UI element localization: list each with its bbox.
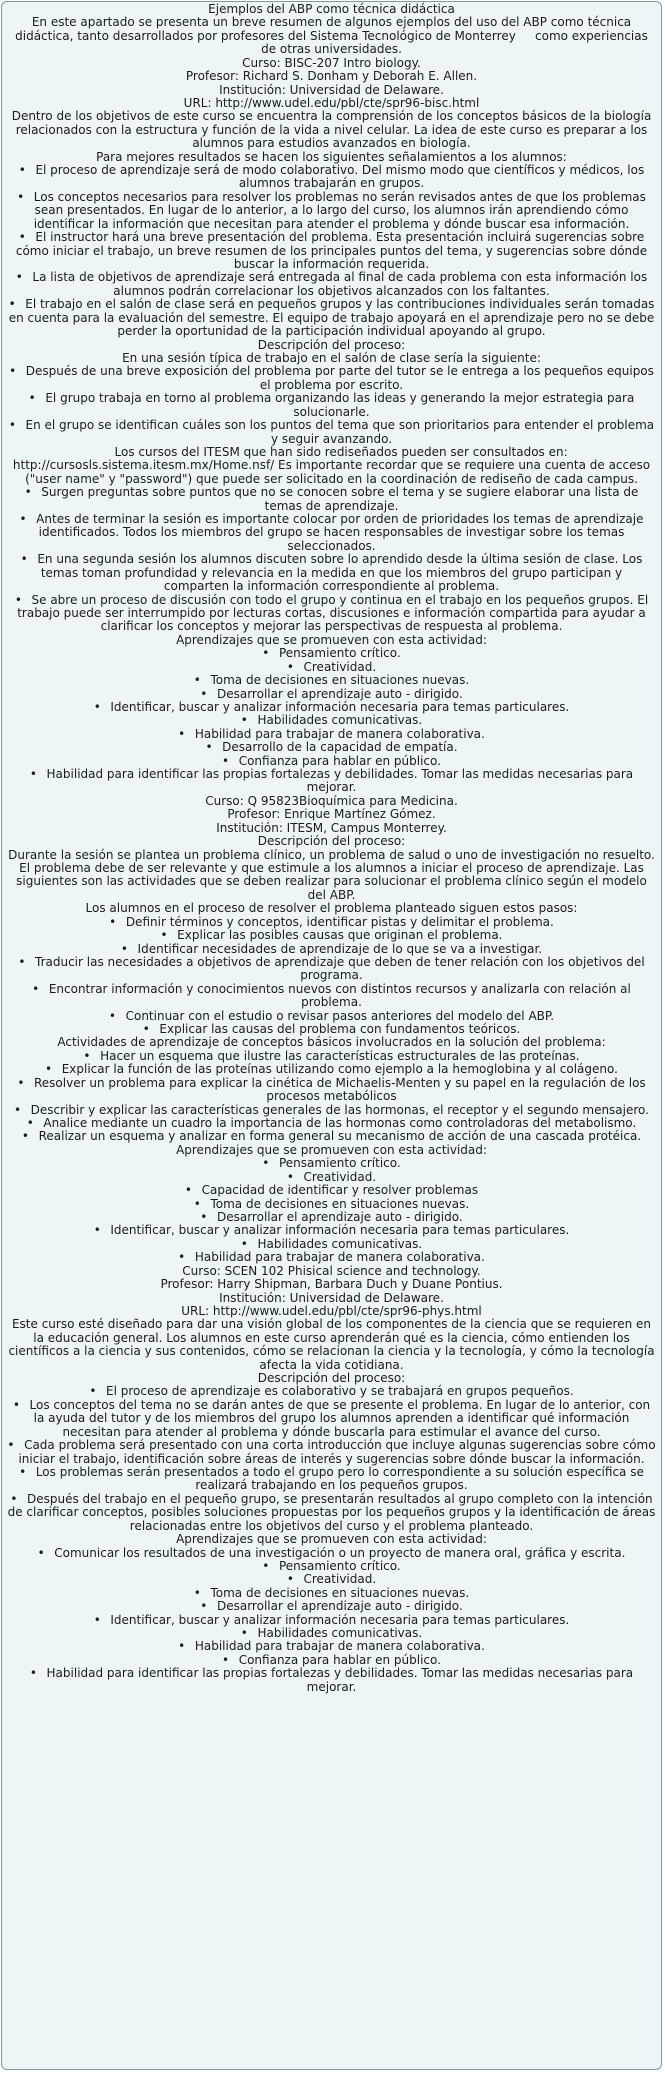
paragraph-23: Aprendizajes que se promueven con esta actividad: [176, 632, 487, 647]
paragraph-49: •Explicar la función de las proteínas utilizando como ejemplo a la hemoglobina y al colágeno. [45, 1062, 618, 1077]
paragraph-14: En una sesión típica de trabajo en el salón de clase sería la siguiente: [122, 350, 541, 365]
paragraph-46: •Explicar las causas del problema con fundamentos teóricos. [142, 1022, 521, 1037]
paragraph-3: Profesor: Richard S. Donham y Deborah E. Allen. [185, 69, 478, 84]
paragraph-40: •Definir términos y conceptos, identificar pistas y delimitar el problema. [109, 914, 554, 929]
paragraph-11: •La lista de objetivos de aprendizaje será entregada al final de cada problema con esta información los alumnos podrán correlacionar los objetivos alcanzados con los faltantes. [15, 270, 648, 298]
paragraph-77: •Creatividad. [286, 1572, 377, 1587]
paragraph-57: •Capacidad de identificar y resolver problemas [184, 1183, 479, 1198]
paragraph-73: •Después del trabajo en el pequeño grupo, se presentarán resultados al grupo completo con la intención de clarificar conceptos, posibles soluciones propuestas por los pequeños grupos y la identificación de áreas relacionadas entre los objetivos del curso y el problema planteado. [7, 1491, 656, 1533]
paragraph-59: •Desarrollar el aprendizaje auto - dirigido. [200, 1209, 463, 1224]
paragraph-84: •Habilidad para identificar las propias fortalezas y debilidades. Tomar las medidas necesarias para mejorar. [29, 1666, 634, 1694]
paragraph-13: Descripción del proceso: [257, 337, 406, 352]
paragraph-78: •Toma de decisiones en situaciones nuevas. [193, 1585, 470, 1600]
paragraph-45: •Continuar con el estudio o revisar pasos anteriores del modelo del ABP. [108, 1008, 555, 1023]
paragraph-44: •Encontrar información y conocimientos nuevos con distintos recursos y analizarla con relación al problema. [32, 981, 631, 1010]
paragraph-81: •Habilidades comunicativas. [240, 1626, 423, 1641]
paragraph-69: •El proceso de aprendizaje es colaborativo y se trabajará en grupos pequeños. [89, 1384, 574, 1399]
paragraph-61: •Habilidades comunicativas. [240, 1236, 423, 1251]
paragraph-18: Los cursos del ITESM que han sido rediseñados pueden ser consultados en: http://cursosls.sistema.itesm.mx/Home.nsf/ Es importante recordar que se requiere una cuenta de acceso ("user name" y "password") que puede ser solicitado en la coordinación de rediseño de cada campus. [12, 444, 651, 486]
paragraph-35: Profesor: Enrique Martínez Gómez. [227, 807, 436, 822]
paragraph-42: •Identificar necesidades de aprendizaje de lo que se va a investigar. [120, 941, 543, 956]
paragraph-50: •Resolver un problema para explicar la cinética de Michaelis-Menten y su papel en la regulación de los procesos metabólicos [17, 1075, 646, 1104]
paragraph-83: •Confianza para hablar en público. [222, 1652, 441, 1667]
paragraph-76: •Pensamiento crítico. [262, 1558, 401, 1573]
paragraph-70: •Los conceptos del tema no se darán antes de que se presente el problema. En lugar de lo anterior, con la ayuda del tutor y de los miembros del grupo los alumnos aprenden a identificar qué información necesitan para atender al problema y dónde buscarla para estimular el avance del curso. [12, 1397, 651, 1439]
paragraph-9: •Los conceptos necesarios para resolver los problemas no serán revisados antes de que los problemas sean presentados. En lugar de lo anterior, a lo largo del curso, los alumnos irán aprendiendo cómo identificar la información que necesitan para atender el problema y dónde buscar esa información. [17, 189, 646, 231]
paragraph-4: Institución: Universidad de Delaware. [219, 82, 444, 97]
paragraph-75: •Comunicar los resultados de una investigación o un proyecto de manera oral, gráfica y escrita. [37, 1545, 626, 1560]
paragraph-80: •Identificar, buscar y analizar información necesaria para temas particulares. [93, 1612, 570, 1627]
paragraph-10: •El instructor hará una breve presentación del problema. Esta presentación incluirá sugerencias sobre cómo iniciar el trabajo, un breve resumen de los principales puntos del tema, y sugerencias sobre dónde buscar la información requerida. [15, 230, 648, 272]
paragraph-66: URL: http://www.udel.edu/pbl/cte/spr96-phys.html [181, 1303, 482, 1318]
paragraph-2: Curso: BISC-207 Intro biology. [242, 55, 421, 70]
paragraph-55: •Pensamiento crítico. [262, 1156, 401, 1171]
paragraph-47: Actividades de aprendizaje de conceptos básicos involucrados en la solución del problema: [57, 1035, 606, 1050]
paragraph-5: URL: http://www.udel.edu/pbl/cte/spr96-bisc.html [183, 95, 480, 110]
paragraph-16: •El grupo trabaja en torno al problema organizando las ideas y generando la mejor estrategia para solucionarle. [28, 391, 635, 419]
paragraph-28: •Identificar, buscar y analizar información necesaria para temas particulares. [93, 699, 570, 714]
paragraph-74: Aprendizajes que se promueven con esta actividad: [176, 1532, 487, 1547]
paragraph-43: •Traducir las necesidades a objetivos de aprendizaje que deben de tener relación con los objetivos del programa. [18, 954, 645, 983]
paragraph-12: •El trabajo en el salón de clase será en pequeños grupos y las contribuciones individuales serán tomadas en cuenta para la evaluación del semestre. El equipo de trabajo apoyará en el aprendizaje pero no se debe perder la oportunidad de la participación individual apoyando al grupo. [8, 297, 655, 339]
document-panel [1, 1, 662, 2070]
paragraph-20: •Antes de terminar la sesión es importante colocar por orden de prioridades los temas de aprendizaje identificados. Todos los miembros del grupo se hacen responsables de investigar sobre los temas seleccionados. [19, 512, 644, 553]
paragraph-48: •Hacer un esquema que ilustre las características estructurales de las proteínas. [83, 1048, 580, 1063]
paragraph-54: Aprendizajes que se promueven con esta actividad: [176, 1142, 487, 1157]
paragraph-7: Para mejores resultados se hacen los siguientes señalamientos a los alumnos: [96, 149, 567, 164]
paragraph-51: •Describir y explicar las características generales de las hormonas, el receptor y el segundo mensajero. [14, 1102, 649, 1117]
paragraph-36: Institución: ITESM, Campus Monterrey. [216, 820, 447, 835]
document-body [2, 2, 661, 1694]
paragraph-0: Ejemplos del ABP como técnica didáctica [208, 2, 455, 16]
paragraph-39: Los alumnos en el proceso de resolver el problema planteado siguen estos pasos: [85, 901, 578, 916]
paragraph-24: •Pensamiento crítico. [262, 646, 401, 661]
paragraph-38: Durante la sesión se plantea un problema clínico, un problema de salud o uno de investigación no resuelto. El problema debe de ser relevante y que estimule a los alumnos a iniciar el proceso de aprendizaje. Las siguientes son las actividades que se deben realizar para solucionar el problema clínico según el modelo del ABP. [8, 847, 655, 902]
paragraph-1: En este apartado se presenta un breve resumen de algunos ejemplos del uso del ABP como técnica didáctica, tanto desarrollados por profesores del Sistema Tecnológico de Monterreycomo experiencias de otras universidades. [15, 15, 648, 57]
paragraph-8: •El proceso de aprendizaje será de modo colaborativo. Del mismo modo que científicos y médicos, los alumnos trabajarán en grupos. [18, 163, 645, 191]
paragraph-37: Descripción del proceso: [257, 834, 406, 849]
paragraph-17: •En el grupo se identifican cuáles son los puntos del tema que son prioritarios para entender el problema y seguir avanzando. [8, 418, 655, 446]
paragraph-62: •Habilidad para trabajar de manera colaborativa. [178, 1250, 485, 1265]
paragraph-82: •Habilidad para trabajar de manera colaborativa. [178, 1639, 485, 1654]
paragraph-68: Descripción del proceso: [257, 1371, 406, 1386]
paragraph-63: Curso: SCEN 102 Phisical science and technology. [182, 1263, 481, 1278]
paragraph-27: •Desarrollar el aprendizaje auto - dirigido. [200, 686, 463, 701]
paragraph-6: Dentro de los objetivos de este curso se encuentra la comprensión de los conceptos básicos de la biología relacionados con la estructura y función de la vida a nivel celular. La idea de este curso es preparar a los alumnos para estudios avanzados en biología. [11, 109, 652, 151]
paragraph-34: Curso: Q 95823Bioquímica para Medicina. [205, 793, 458, 808]
paragraph-21: •En una segunda sesión los alumnos discuten sobre lo aprendido desde la última sesión de clase. Los temas toman profundidad y relevancia en la medida en que los miembros del grupo participan y comparten la información correspondiente al problema. [20, 552, 643, 594]
paragraph-26: •Toma de decisiones en situaciones nuevas. [193, 673, 470, 688]
paragraph-30: •Habilidad para trabajar de manera colaborativa. [178, 726, 485, 741]
paragraph-15: •Después de una breve exposición del problema por parte del tutor se le entrega a los pequeños equipos el problema por escrito. [9, 364, 654, 392]
paragraph-56: •Creatividad. [286, 1169, 377, 1184]
paragraph-31: •Desarrollo de la capacidad de empatía. [205, 740, 458, 755]
paragraph-53: •Realizar un esquema y analizar en forma general su mecanismo de acción de una cascada protéica. [21, 1129, 642, 1144]
paragraph-72: •Los problemas serán presentados a todo el grupo pero lo correspondiente a su solución específica se realizará trabajando en los pequeños grupos. [19, 1464, 644, 1493]
paragraph-32: •Confianza para hablar en público. [222, 753, 441, 768]
paragraph-29: •Habilidades comunicativas. [240, 713, 423, 728]
paragraph-58: •Toma de decisiones en situaciones nuevas. [193, 1196, 470, 1211]
paragraph-22: •Se abre un proceso de discusión con todo el grupo y continua en el trabajo en los pequeños grupos. El trabajo puede ser interrumpido por lecturas cortas, discusiones e información compartida para ayudar a clarificar los conceptos y mejorar las perspectivas de respuesta al problema. [14, 592, 649, 634]
paragraph-19: •Surgen preguntas sobre puntos que no se conocen sobre el tema y se sugiere elaborar una lista de temas de aprendizaje. [24, 485, 639, 513]
paragraph-60: •Identificar, buscar y analizar información necesaria para temas particulares. [93, 1223, 570, 1238]
paragraph-79: •Desarrollar el aprendizaje auto - dirigido. [200, 1599, 463, 1614]
paragraph-25: •Creatividad. [286, 659, 377, 674]
paragraph-65: Institución: Universidad de Delaware. [219, 1290, 444, 1305]
paragraph-52: •Analice mediante un cuadro la importancia de las hormonas como controladoras del metabolismo. [26, 1116, 637, 1131]
paragraph-41: •Explicar las posibles causas que originan el problema. [160, 928, 503, 943]
paragraph-71: •Cada problema será presentado con una corta introducción que incluye algunas sugerencias sobre cómo iniciar el trabajo, identificación sobre áreas de interés y sugerencias sobre dónde buscar la información. [7, 1438, 656, 1466]
paragraph-64: Profesor: Harry Shipman, Barbara Duch y Duane Pontius. [160, 1277, 503, 1292]
paragraph-67: Este curso esté diseñado para dar una visión global de los componentes de la ciencia que se requieren en la educación general. Los alumnos en este curso aprenderán qué es la ciencia, cómo entienden los científicos a la ciencia y sus contenidos, cómo se relacionan la ciencia y la tecnología, y cómo la tecnología afecta la vida cotidiana. [8, 1317, 655, 1372]
paragraph-33: •Habilidad para identificar las propias fortalezas y debilidades. Tomar las medidas necesarias para mejorar. [29, 767, 634, 795]
